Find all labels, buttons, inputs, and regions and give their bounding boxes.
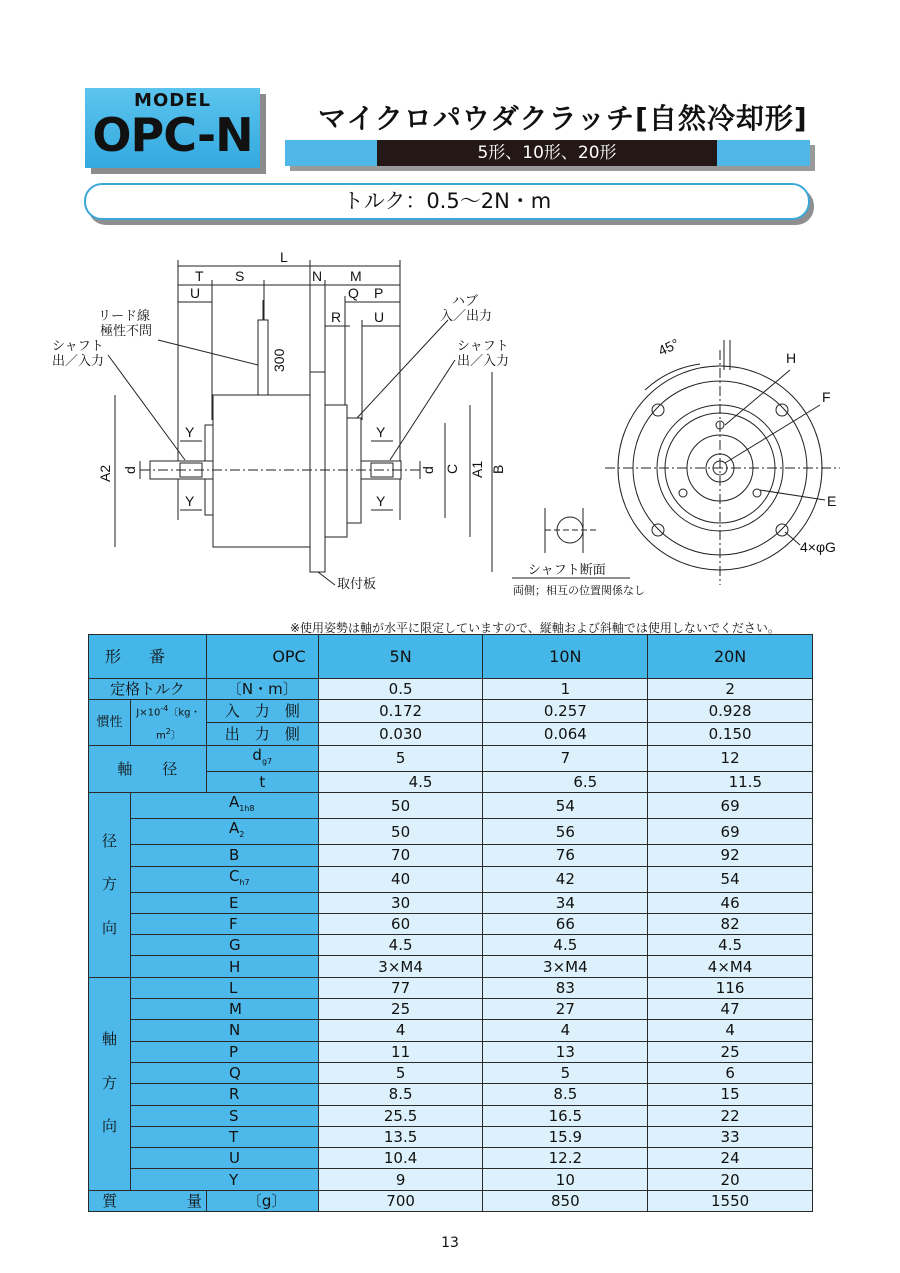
dim-value: 69 [648, 819, 813, 845]
dim-value: 22 [648, 1105, 813, 1126]
dim-value: 4.5 [318, 935, 483, 956]
dim-value: 76 [483, 845, 648, 866]
dim-value: 8.5 [318, 1084, 483, 1105]
dim-key: R [130, 1084, 318, 1105]
table-row [89, 999, 813, 1020]
dim-key: L [130, 977, 318, 998]
table-row [89, 1148, 813, 1169]
shaft-d-label: $d_{g7}$ [206, 745, 318, 771]
usage-note: ※使用姿勢は軸が水平に限定していますので、縦軸および斜軸では使用しないでください。 [290, 621, 780, 635]
mass-label-2: 量 [130, 1190, 206, 1211]
dim-key: T [130, 1126, 318, 1147]
dim-value: 6 [648, 1062, 813, 1083]
dim-value: 70 [318, 845, 483, 866]
shaft-left-io: 出／入力 [52, 353, 105, 368]
subtitle-bar [285, 140, 810, 166]
table-row [89, 793, 813, 819]
torque-unit: 〔N・m〕 [206, 679, 318, 700]
dim-d1: d [122, 466, 138, 474]
dim-value: 77 [318, 977, 483, 998]
dim-value: 15 [648, 1084, 813, 1105]
dim-H: H [786, 350, 797, 366]
dim-value: 9 [318, 1169, 483, 1190]
shaft-section-label: シャフト断面 [528, 562, 606, 577]
dim-key: $A_{1h8}$ [130, 793, 318, 819]
table-row: 定格トルク 〔N・m〕 0.5 1 2 [89, 679, 813, 700]
dim-key: S [130, 1105, 318, 1126]
dim-value: 13.5 [318, 1126, 483, 1147]
dim-C: C [444, 463, 460, 474]
table-row: 質 量 〔g〕 700 850 1550 [89, 1190, 813, 1211]
torque-range: トルク：0.5〜2N・m [84, 183, 810, 220]
dim-value: 54 [648, 866, 813, 892]
dim-key: F [130, 913, 318, 934]
mount-plate-label: 取付板 [337, 576, 377, 591]
dim-value: 10 [483, 1169, 648, 1190]
dim-value: 50 [318, 793, 483, 819]
shaft-left-label: シャフト [52, 338, 104, 353]
dim-value: 10.4 [318, 1148, 483, 1169]
table-row [89, 845, 813, 866]
dim-F: F [822, 389, 831, 405]
dim-d2: d [420, 466, 436, 474]
dim-value: 5 [318, 1062, 483, 1083]
dim-Q: Q [348, 285, 359, 301]
dim-value: 60 [318, 913, 483, 934]
page-number: 13 [441, 1235, 459, 1251]
dim-key: M [130, 999, 318, 1020]
table-row [89, 977, 813, 998]
dim-value: 82 [648, 913, 813, 934]
lead-wire-note: 極性不問 [100, 323, 153, 338]
dim-value: 4.5 [483, 935, 648, 956]
dim-key: $C_{h7}$ [130, 866, 318, 892]
table-row [89, 1084, 813, 1105]
dim-value: 42 [483, 866, 648, 892]
table-row [89, 866, 813, 892]
dim-value: 83 [483, 977, 648, 998]
shaft-right-label: シャフト [457, 338, 509, 353]
dim-value: 30 [318, 892, 483, 913]
radial-section [89, 793, 813, 977]
dim-key: H [130, 956, 318, 977]
table-row [89, 1169, 813, 1190]
dim-A2: A2 [97, 464, 113, 482]
header-model-10n: 10N [483, 635, 648, 679]
dim-Y3: Y [376, 424, 386, 440]
dim-S: S [235, 268, 245, 284]
table-row [89, 819, 813, 845]
dim-U2: U [374, 309, 385, 325]
dim-value: 4 [648, 1020, 813, 1041]
dim-value: 15.9 [483, 1126, 648, 1147]
dim-key: N [130, 1020, 318, 1041]
table-row: 出 力 側 0.030 0.064 0.150 [89, 723, 813, 746]
dim-value: 50 [318, 819, 483, 845]
dim-value: 5 [483, 1062, 648, 1083]
dim-key: G [130, 935, 318, 956]
dim-value: 12.2 [483, 1148, 648, 1169]
section-label: 径 方 向 [89, 793, 131, 977]
dim-key: Q [130, 1062, 318, 1083]
shaft-dia-label: 軸 径 [89, 745, 207, 792]
dim-T: T [195, 268, 204, 284]
dim-value: 116 [648, 977, 813, 998]
page-title: マイクロパウダクラッチ[自然冷却形] [318, 102, 808, 135]
dim-G: 4×φG [800, 539, 836, 555]
dim-value: 24 [648, 1148, 813, 1169]
dim-M: M [350, 268, 362, 284]
table-row [89, 1041, 813, 1062]
model-name: OPC-N [92, 108, 253, 162]
table-row [89, 956, 813, 977]
torque-label: 定格トルク [89, 679, 207, 700]
dim-key: U [130, 1148, 318, 1169]
table-row: t 4.5 6.5 11.5 [89, 771, 813, 792]
mass-label-1: 質 [89, 1190, 131, 1211]
header-label: 形 番 [89, 635, 207, 679]
dim-value: 4 [483, 1020, 648, 1041]
inertia-output-label: 出 力 側 [206, 723, 318, 746]
table-row [89, 1062, 813, 1083]
dim-value: 16.5 [483, 1105, 648, 1126]
hub-label: ハブ [452, 293, 479, 308]
subtitle: 5形、10形、20形 [377, 140, 717, 166]
model-badge [85, 88, 260, 168]
table-row [89, 892, 813, 913]
dim-B: B [490, 464, 506, 474]
axial-section [89, 977, 813, 1190]
inertia-label: 慣性 [89, 700, 131, 746]
dim-value: 27 [483, 999, 648, 1020]
dim-R: R [331, 309, 342, 325]
dim-value: 33 [648, 1126, 813, 1147]
dim-value: 92 [648, 845, 813, 866]
dim-value: 4×M4 [648, 956, 813, 977]
dim-value: 4.5 [648, 935, 813, 956]
header-opc: OPC [206, 635, 318, 679]
inertia-unit: $J\times 10^{-4}$〔kg・$m^2$〕 [130, 700, 206, 746]
dim-value: 8.5 [483, 1084, 648, 1105]
dim-value: 25 [318, 999, 483, 1020]
lead-wire-label: リード線 [98, 308, 151, 323]
table-row [89, 935, 813, 956]
shaft-section-note: 両側；相互の位置関係なし [513, 585, 645, 597]
dim-value: 20 [648, 1169, 813, 1190]
dim-value: 3×M4 [483, 956, 648, 977]
dim-value: 46 [648, 892, 813, 913]
section-label: 軸 方 向 [89, 977, 131, 1190]
table-row [89, 1105, 813, 1126]
dim-value: 69 [648, 793, 813, 819]
dim-value: 66 [483, 913, 648, 934]
dim-value: 47 [648, 999, 813, 1020]
dim-value: 54 [483, 793, 648, 819]
dim-Y1: Y [185, 424, 195, 440]
table-header-row [89, 635, 813, 679]
dim-value: 34 [483, 892, 648, 913]
dim-P: P [374, 285, 384, 301]
dim-key: Y [130, 1169, 318, 1190]
mass-unit: 〔g〕 [206, 1190, 318, 1211]
shaft-right-io: 出／入力 [457, 353, 510, 368]
dim-Y4: Y [376, 493, 386, 509]
dim-L: L [280, 249, 288, 265]
dim-key: P [130, 1041, 318, 1062]
inertia-input-label: 入 力 側 [206, 700, 318, 723]
dim-key: E [130, 892, 318, 913]
dim-value: 25.5 [318, 1105, 483, 1126]
dim-key: B [130, 845, 318, 866]
dim-value: 56 [483, 819, 648, 845]
dim-N: N [312, 268, 323, 284]
model-label: MODEL [134, 90, 211, 111]
dim-A1: A1 [469, 460, 485, 478]
table-row: 慣性 $J\times 10^{-4}$〔kg・$m^2$〕 入 力 側 0.172 0.257 0.928 [89, 700, 813, 723]
dim-value: 11 [318, 1041, 483, 1062]
table-row [89, 1020, 813, 1041]
header-model-5n: 5N [318, 635, 483, 679]
dim-300: 300 [271, 348, 287, 372]
dim-U1: U [190, 285, 201, 301]
dim-value: 40 [318, 866, 483, 892]
table-row: 軸 径 $d_{g7}$ 5 7 12 [89, 745, 813, 771]
hub-io: 入／出力 [440, 308, 493, 323]
dim-E: E [827, 493, 837, 509]
table-row [89, 1126, 813, 1147]
dim-key: $A_2$ [130, 819, 318, 845]
dim-value: 3×M4 [318, 956, 483, 977]
dim-value: 4 [318, 1020, 483, 1041]
spec-table [88, 634, 813, 1212]
dim-value: 13 [483, 1041, 648, 1062]
dim-angle: 45° [655, 335, 682, 359]
dim-value: 25 [648, 1041, 813, 1062]
dimension-drawing [0, 240, 900, 620]
header-model-20n: 20N [648, 635, 813, 679]
shaft-t-label: t [206, 771, 318, 792]
dim-Y2: Y [185, 493, 195, 509]
table-row [89, 913, 813, 934]
